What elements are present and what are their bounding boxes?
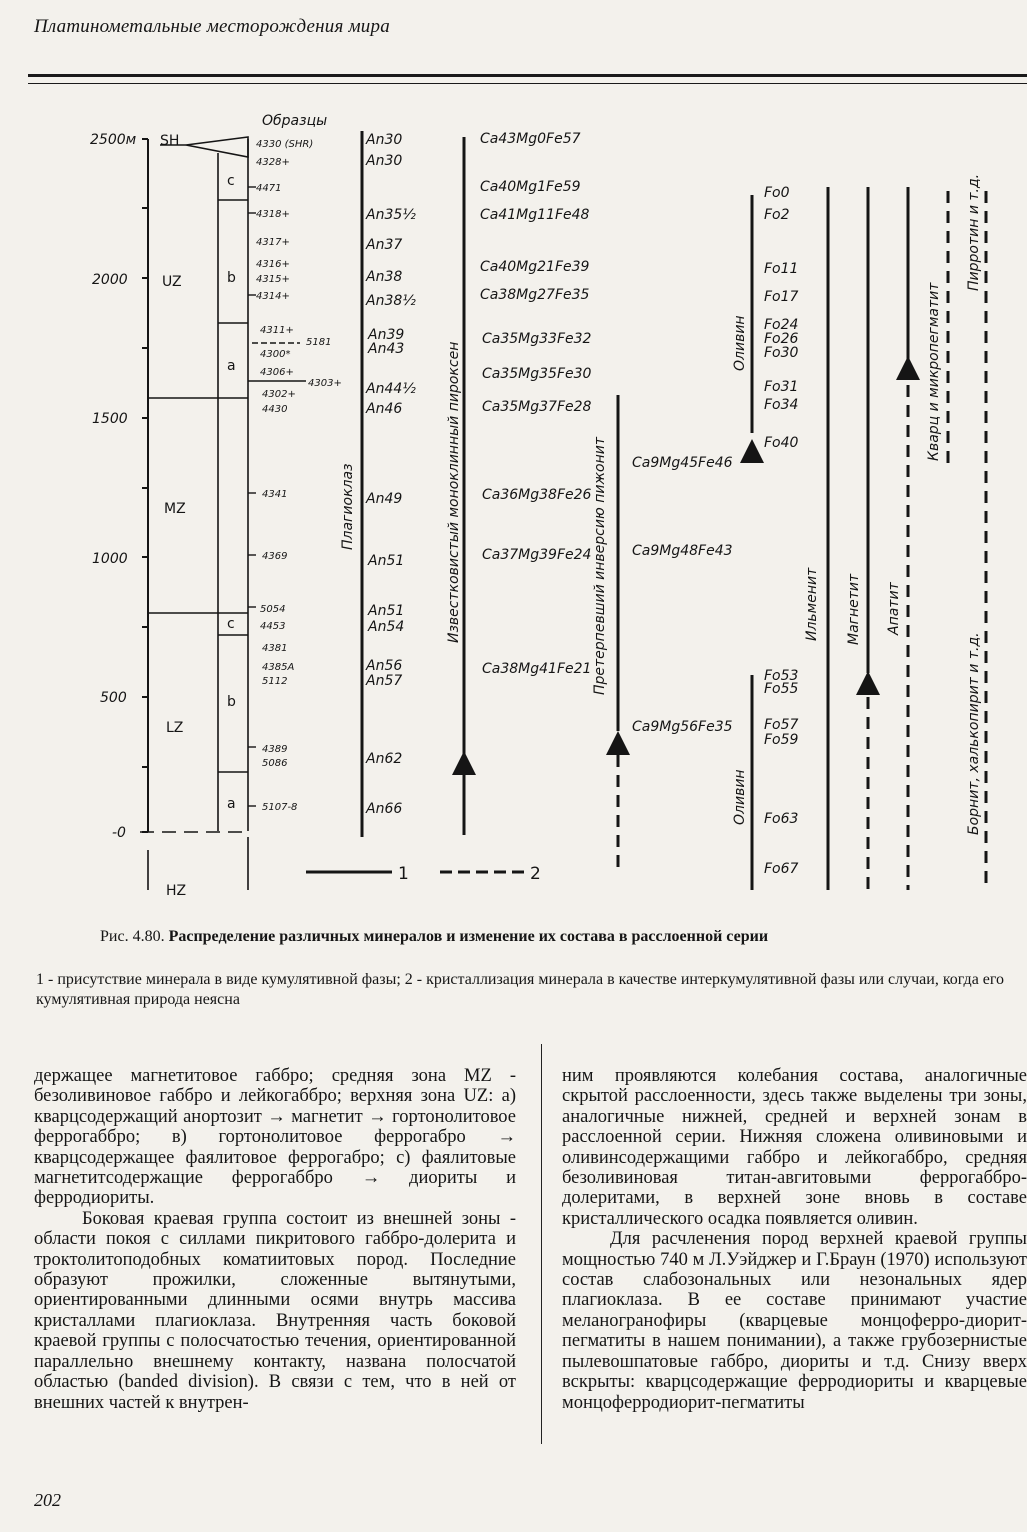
pyrrhotite-label: Пирротин и т.д.: [966, 173, 982, 291]
zone-mz: MZ: [164, 501, 186, 517]
svg-text:An44½: An44½: [366, 381, 416, 397]
tick-2500: 2500м: [90, 132, 137, 148]
zone-column: [140, 137, 248, 890]
lz-sub-c: c: [227, 616, 235, 632]
lz-sub-b: b: [227, 694, 236, 710]
svg-text:Fo30: Fo30: [764, 345, 799, 361]
svg-text:Ca9Mg56Fe35: Ca9Mg56Fe35: [632, 719, 733, 735]
page-number: 202: [34, 1490, 61, 1510]
left-column: [34, 1066, 516, 1413]
svg-text:An37: An37: [366, 237, 403, 253]
depth-axis: [142, 139, 148, 832]
magnetite-label: Магнетит: [846, 573, 862, 645]
svg-text:Fo40: Fo40: [764, 435, 799, 451]
plagioclase-values: [365, 132, 416, 817]
pegmatite-label: Кварц и микропегматит: [926, 282, 942, 461]
caption-prefix: Рис. 4.80.: [100, 928, 165, 945]
svg-text:An66: An66: [366, 801, 403, 817]
lz-sub-a: a: [227, 796, 236, 812]
svg-text:An56: An56: [366, 658, 403, 674]
uz-sub-a: a: [227, 358, 236, 374]
cpx-label: Известковистый моноклинный пироксен: [446, 341, 462, 643]
svg-text:4303+: 4303+: [308, 378, 342, 389]
svg-text:An35½: An35½: [366, 207, 416, 223]
svg-text:An43: An43: [368, 341, 405, 357]
left-paragraph-2: Боковая краевая группа состоит из внешней зоны - области покоя с силлами пикритового габбро-долерита и троктолитоподобных коматиитовых пород. Последние образуют прожилки, сложенные вытянутыми, ориентированными длинными осями внутрь массива кристаллами плагиоклаза. Внутренняя часть боковой краевой группы с полосчатостью течения, ориентированной параллельно внешнему контакту, названа полосчатой областью (banded division). В связи с тем, что в ней от внешних частей к внутрен-: [34, 1208, 516, 1413]
svg-text:4317+: 4317+: [256, 237, 290, 248]
header-rule-thick: [28, 74, 1027, 77]
magnetite-arrow: [856, 671, 880, 695]
svg-text:Ca9Mg45Fe46: Ca9Mg45Fe46: [632, 455, 733, 471]
zone-sh: SH: [160, 133, 180, 149]
svg-text:4381: 4381: [262, 643, 288, 654]
svg-text:Fo34: Fo34: [764, 397, 799, 413]
legend-text: 1 - присутствие минерала в виде кумулятивной фазы; 2 - кристаллизация минерала в качестве интеркумулятивной фазы или случаи, когда его кумулятивная природа неясна: [36, 971, 1005, 1008]
svg-text:Fo57: Fo57: [764, 717, 799, 733]
svg-text:Ca35Mg37Fe28: Ca35Mg37Fe28: [482, 399, 592, 415]
svg-text:4330 (SHR): 4330 (SHR): [256, 139, 314, 150]
svg-text:4318+: 4318+: [256, 209, 290, 220]
olivine-arrow: [740, 439, 764, 463]
svg-text:An30: An30: [366, 132, 403, 148]
samples-title: Образцы: [262, 113, 328, 129]
olivine-upper-values: [764, 185, 799, 451]
svg-text:An49: An49: [366, 491, 403, 507]
svg-text:4341: 4341: [262, 489, 288, 500]
uz-sub-c: c: [227, 173, 235, 189]
svg-text:Fo31: Fo31: [764, 379, 799, 395]
pigeonite-values: [632, 455, 733, 735]
bornite-label: Борнит, халькопирит и т.д.: [966, 632, 982, 835]
svg-text:5054: 5054: [260, 604, 286, 615]
svg-text:Fo55: Fo55: [764, 681, 799, 697]
svg-text:Ca37Mg39Fe24: Ca37Mg39Fe24: [482, 547, 592, 563]
svg-text:Ca38Mg27Fe35: Ca38Mg27Fe35: [480, 287, 590, 303]
svg-text:Fo24: Fo24: [764, 317, 799, 333]
svg-text:4471: 4471: [256, 183, 282, 194]
svg-text:4302+: 4302+: [262, 389, 296, 400]
svg-text:4389: 4389: [262, 744, 288, 755]
tick-0: -0: [112, 825, 126, 841]
svg-text:Fo0: Fo0: [764, 185, 790, 201]
uz-sub-b: b: [227, 270, 236, 286]
svg-text:Fo26: Fo26: [764, 331, 799, 347]
svg-text:4306+: 4306+: [260, 367, 294, 378]
svg-text:5086: 5086: [262, 758, 288, 769]
svg-text:An39: An39: [368, 327, 405, 343]
pigeonite-label: Претерпевший инверсию пижонит: [592, 436, 608, 695]
svg-text:4300*: 4300*: [260, 349, 291, 360]
svg-text:Ca41Mg11Fe48: Ca41Mg11Fe48: [480, 207, 590, 223]
header-rule-thin: [28, 83, 1027, 84]
zone-uz: UZ: [162, 274, 182, 290]
legend-1: 1: [398, 864, 409, 884]
svg-text:5181: 5181: [306, 337, 332, 348]
plagioclase-label: Плагиоклаз: [340, 463, 356, 550]
svg-text:Fo2: Fo2: [764, 207, 790, 223]
pigeonite-arrow: [606, 731, 630, 755]
svg-text:5112: 5112: [262, 676, 288, 687]
left-paragraph-1: держащее магнетитовое габбро; средняя зона MZ - безоливиновое габбро и лейкогаббро; верхняя зона UZ: а) кварцсодержащий анортозит → магнетит → гортонолитовое феррогаббро; в) гортонолитовое феррогабро → кварцсодержащее фаялитовое феррогабро; с) фаялитовые магнетитсодержащие феррогаббро → диориты и ферродиориты.: [34, 1066, 516, 1209]
svg-text:4430: 4430: [262, 404, 288, 415]
right-column: [562, 1066, 1027, 1413]
svg-text:An57: An57: [366, 673, 403, 689]
svg-text:Fo63: Fo63: [764, 811, 799, 827]
svg-text:Ca40Mg21Fe39: Ca40Mg21Fe39: [480, 259, 590, 275]
svg-text:4369: 4369: [262, 551, 288, 562]
legend-2: 2: [530, 864, 541, 884]
figure-caption: [100, 928, 768, 946]
svg-text:Ca38Mg41Fe21: Ca38Mg41Fe21: [482, 661, 592, 677]
svg-text:An46: An46: [366, 401, 403, 417]
olivine-lower-values: [764, 668, 799, 877]
svg-text:Ca9Mg48Fe43: Ca9Mg48Fe43: [632, 543, 733, 559]
svg-text:Ca36Mg38Fe26: Ca36Mg38Fe26: [482, 487, 592, 503]
svg-text:4453: 4453: [260, 621, 286, 632]
tick-500: 500: [100, 690, 127, 706]
mineral-distribution-figure: [0, 95, 1027, 905]
svg-text:An51: An51: [368, 553, 405, 569]
svg-text:An54: An54: [368, 619, 405, 635]
svg-text:Fo59: Fo59: [764, 732, 799, 748]
svg-text:An51: An51: [368, 603, 405, 619]
ilmenite-label: Ильменит: [804, 567, 820, 641]
svg-text:4328+: 4328+: [256, 157, 290, 168]
apatite-arrow: [896, 356, 920, 380]
svg-text:4385A: 4385A: [262, 662, 295, 673]
zone-lz: LZ: [166, 720, 184, 736]
right-paragraph-2: Для расчленения пород верхней краевой группы мощностью 740 м Л.Уэйджер и Г.Браун (1970) используют состав слабозональных или незональных ядер плагиоклаза. В ее составе принимают участие меланогранофиры (кварцевые монцоферро-диорит-пегматиты в нашем понимании), а также грубозернистые пылевошпатовые габбро, диориты и т.д. Снизу вверх вскрыты: кварцсодержащие ферродиориты и кварцевые монцоферродиорит-пегматиты: [562, 1229, 1027, 1413]
svg-text:An38: An38: [366, 269, 403, 285]
cpx-values: [480, 131, 592, 677]
tick-1000: 1000: [92, 551, 128, 567]
sample-list: [256, 139, 342, 813]
right-paragraph-1: ним проявляются колебания состава, аналогичные скрытой расслоенности, здесь также выделены три зоны, аналогичные нижней, средней и верхней зонам в расслоенной серии. Нижняя сложена оливиновыми и оливинсодержащими габбро и лейкогаббро, средняя безоливиновая титан-авгитовыми феррогаббро-долеритами, в верхней зоне вновь в составе кристаллического осадка появляется оливин.: [562, 1066, 1027, 1229]
svg-text:Ca43Mg0Fe57: Ca43Mg0Fe57: [480, 131, 581, 147]
svg-text:Ca35Mg33Fe32: Ca35Mg33Fe32: [482, 331, 592, 347]
tick-1500: 1500: [92, 411, 128, 427]
running-header: Платинометальные месторождения мира: [34, 16, 390, 37]
olivine-upper-label: Оливин: [732, 315, 748, 371]
zone-hz: HZ: [166, 883, 187, 899]
svg-text:Fo11: Fo11: [764, 261, 799, 277]
svg-text:4315+: 4315+: [256, 274, 290, 285]
svg-text:4314+: 4314+: [256, 291, 290, 302]
svg-text:An62: An62: [366, 751, 403, 767]
svg-text:5107-8: 5107-8: [262, 802, 298, 813]
svg-text:An38½: An38½: [366, 293, 416, 309]
svg-text:Fo67: Fo67: [764, 861, 799, 877]
svg-text:Ca40Mg1Fe59: Ca40Mg1Fe59: [480, 179, 581, 195]
olivine-lower-label: Оливин: [732, 769, 748, 825]
tick-2000: 2000: [92, 272, 128, 288]
column-separator: [541, 1044, 542, 1444]
svg-text:4316+: 4316+: [256, 259, 290, 270]
caption-title: Распределение различных минералов и изменение их состава в расслоенной серии: [168, 928, 769, 945]
svg-text:4311+: 4311+: [260, 325, 294, 336]
svg-text:Fo17: Fo17: [764, 289, 799, 305]
svg-text:Fo53: Fo53: [764, 668, 799, 684]
svg-text:Ca35Mg35Fe30: Ca35Mg35Fe30: [482, 366, 592, 382]
svg-text:An30: An30: [366, 153, 403, 169]
cpx-arrow: [452, 751, 476, 775]
apatite-label: Апатит: [886, 582, 902, 635]
